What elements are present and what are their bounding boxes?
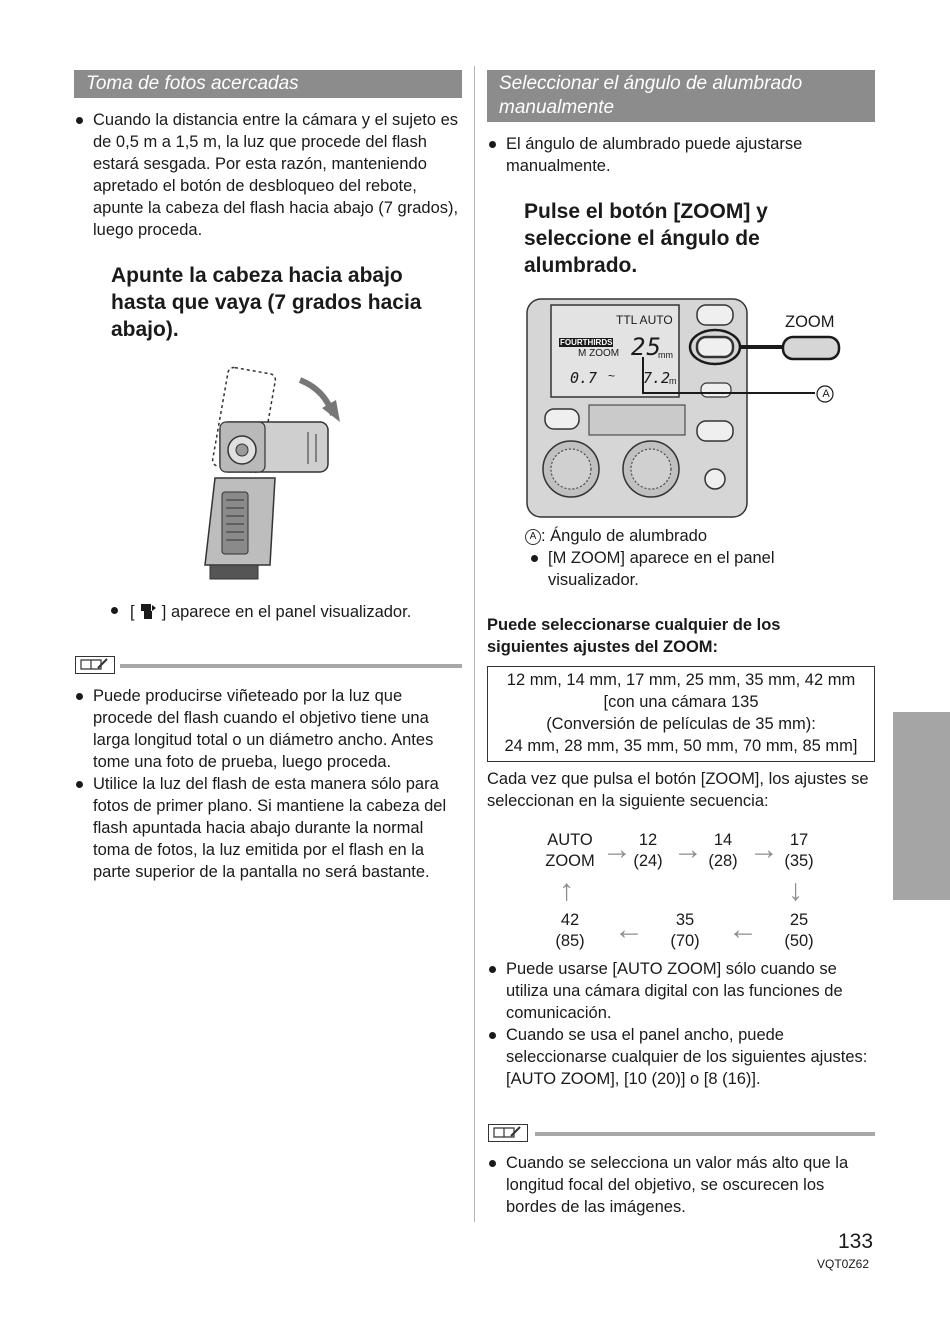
lcd-zoom-value: 25 (631, 333, 662, 361)
lcd-range-sep: ~ (608, 369, 616, 383)
lcd-range-from: 0.7 (570, 369, 598, 387)
seq-35: 35 (70) (670, 911, 700, 950)
panel-note-text: ] aparece en el panel visualizador. (161, 603, 412, 621)
column-divider (474, 66, 475, 1222)
book-pencil-icon (76, 657, 113, 672)
section-heading-closeup: Toma de fotos acercadas (74, 70, 462, 98)
zoom-box-line1: 12 mm, 14 mm, 17 mm, 25 mm, 35 mm, 42 mm (506, 671, 856, 689)
lcd-ttl-auto: TTL AUTO (616, 313, 673, 327)
zoom-button-label: ZOOM (785, 313, 835, 331)
arrow-up-icon: ↑ (559, 874, 574, 907)
lcd-fourthirds: FOURTHIRDS (560, 338, 613, 347)
bracket-open: [ (130, 603, 135, 621)
lcd-range-unit: m (669, 376, 677, 386)
selectable-lead: Puede seleccionarse cualquier de los siguientes ajustes del ZOOM: (487, 616, 781, 656)
closeup-intro-bullet: Cuando la distancia entre la cámara y el sujeto es de 0,5 m a 1,5 m, la luz que procede del flash estará sesgada. Por esta razón, manteniendo apretado el botón de desbloqueo del rebote, apunte la cabeza del flash hacia abajo (7 grados), luego proceda. (74, 109, 464, 241)
zoom-box-line3: (Conversión de películas de 35 mm): (546, 715, 816, 733)
closeup-note-1: Puede producirse viñeteado por la luz que procede del flash cuando el objetivo tiene una larga longitud total o un diámetro ancho. Antes tome una foto de prueba, luego proceda. (74, 685, 464, 773)
manual-intro-bullet: El ángulo de alumbrado puede ajustarse manualmente. (487, 133, 857, 177)
arrow-down-icon: ↓ (788, 874, 803, 907)
seq-14: 14 (28) (708, 831, 738, 870)
legend-angle (525, 525, 845, 547)
legend-bullet-list (529, 547, 829, 591)
closeup-note-2: Utilice la luz del flash de esta manera sólo para fotos de primer plano. Si mantiene la cabeza del flash apuntada hacia abajo durante la normal toma de fotos, la luz emitida por el flash en la parte superior de la pantalla no será bastante. (74, 773, 464, 883)
sequence-text: Cada vez que pulsa el botón [ZOOM], los ajustes se seleccionan en la siguiente secuencia: (487, 770, 869, 810)
section-heading-line2: manualmente (499, 97, 615, 118)
closeup-instruction: Apunte la cabeza hacia abajo hasta que vaya (7 grados hacia abajo). (111, 264, 422, 341)
arrow-left-icon: ← (728, 913, 758, 946)
arrow-right-icon: → (602, 833, 632, 866)
zoom-box-line2: [con una cámara 135 (603, 693, 759, 711)
book-pencil-icon (489, 1125, 526, 1140)
seq-17: 17 (35) (784, 831, 814, 870)
zoom-settings-box (487, 666, 875, 762)
page-number: 133 (838, 1230, 874, 1253)
note-rule (535, 1132, 875, 1136)
side-tab (893, 712, 950, 900)
seq-25: 25 (50) (784, 911, 814, 950)
note-icon (75, 656, 115, 674)
legend-bullet: [M ZOOM] aparece en el panel visualizador. (529, 547, 829, 591)
lcd-m-zoom: M ZOOM (578, 348, 620, 359)
manual-note: Cuando se selecciona un valor más alto que la longitud focal del objetivo, se oscurecen los bordes de las imágenes. (487, 1152, 877, 1218)
bullet-dot-icon (111, 607, 118, 614)
section-heading-manual-angle (487, 70, 875, 122)
callout-a-label: A (822, 388, 830, 400)
legend-text: : Ángulo de alumbrado (541, 527, 708, 545)
arrow-right-icon: → (673, 833, 703, 866)
panel-indicator-note (111, 601, 461, 623)
note-rule (120, 664, 462, 668)
seq-auto-zoom: AUTO ZOOM (545, 831, 595, 870)
manual-instruction: Pulse el botón [ZOOM] y seleccione el ángulo de alumbrado. (524, 200, 768, 277)
arrow-left-icon: ← (614, 913, 644, 946)
manual-intro-list (487, 133, 857, 177)
manual-bullet-2: Cuando se usa el panel ancho, puede seleccionarse cualquier de los siguientes ajustes: [AUTO ZOOM], [10 (20)] o [8 (16)]. (487, 1024, 875, 1090)
lcd-range-to: 7.2 (643, 369, 671, 387)
arrow-right-icon: → (749, 833, 779, 866)
section-heading-line1: Seleccionar el ángulo de alumbrado (499, 73, 803, 94)
closeup-notes-list (74, 685, 464, 883)
manual-bullet-1: Puede usarse [AUTO ZOOM] sólo cuando se utiliza una cámara digital con las funciones de comunicación. (487, 958, 875, 1024)
lcd-zoom-unit: mm (658, 350, 673, 360)
manual-note-list (487, 1152, 877, 1218)
closeup-intro-list (74, 109, 464, 241)
flash-tilt-illustration (190, 360, 350, 590)
manual-bullets-list (487, 958, 875, 1090)
seq-42: 42 (85) (555, 911, 585, 950)
legend-marker-a: A (525, 529, 541, 545)
doc-code: VQT0Z62 (817, 1257, 870, 1271)
note-icon (488, 1124, 528, 1142)
flash-head-down-icon (139, 602, 157, 620)
zoom-box-line4: 24 mm, 28 mm, 35 mm, 50 mm, 70 mm, 85 mm] (504, 737, 858, 755)
seq-12: 12 (24) (633, 831, 663, 870)
